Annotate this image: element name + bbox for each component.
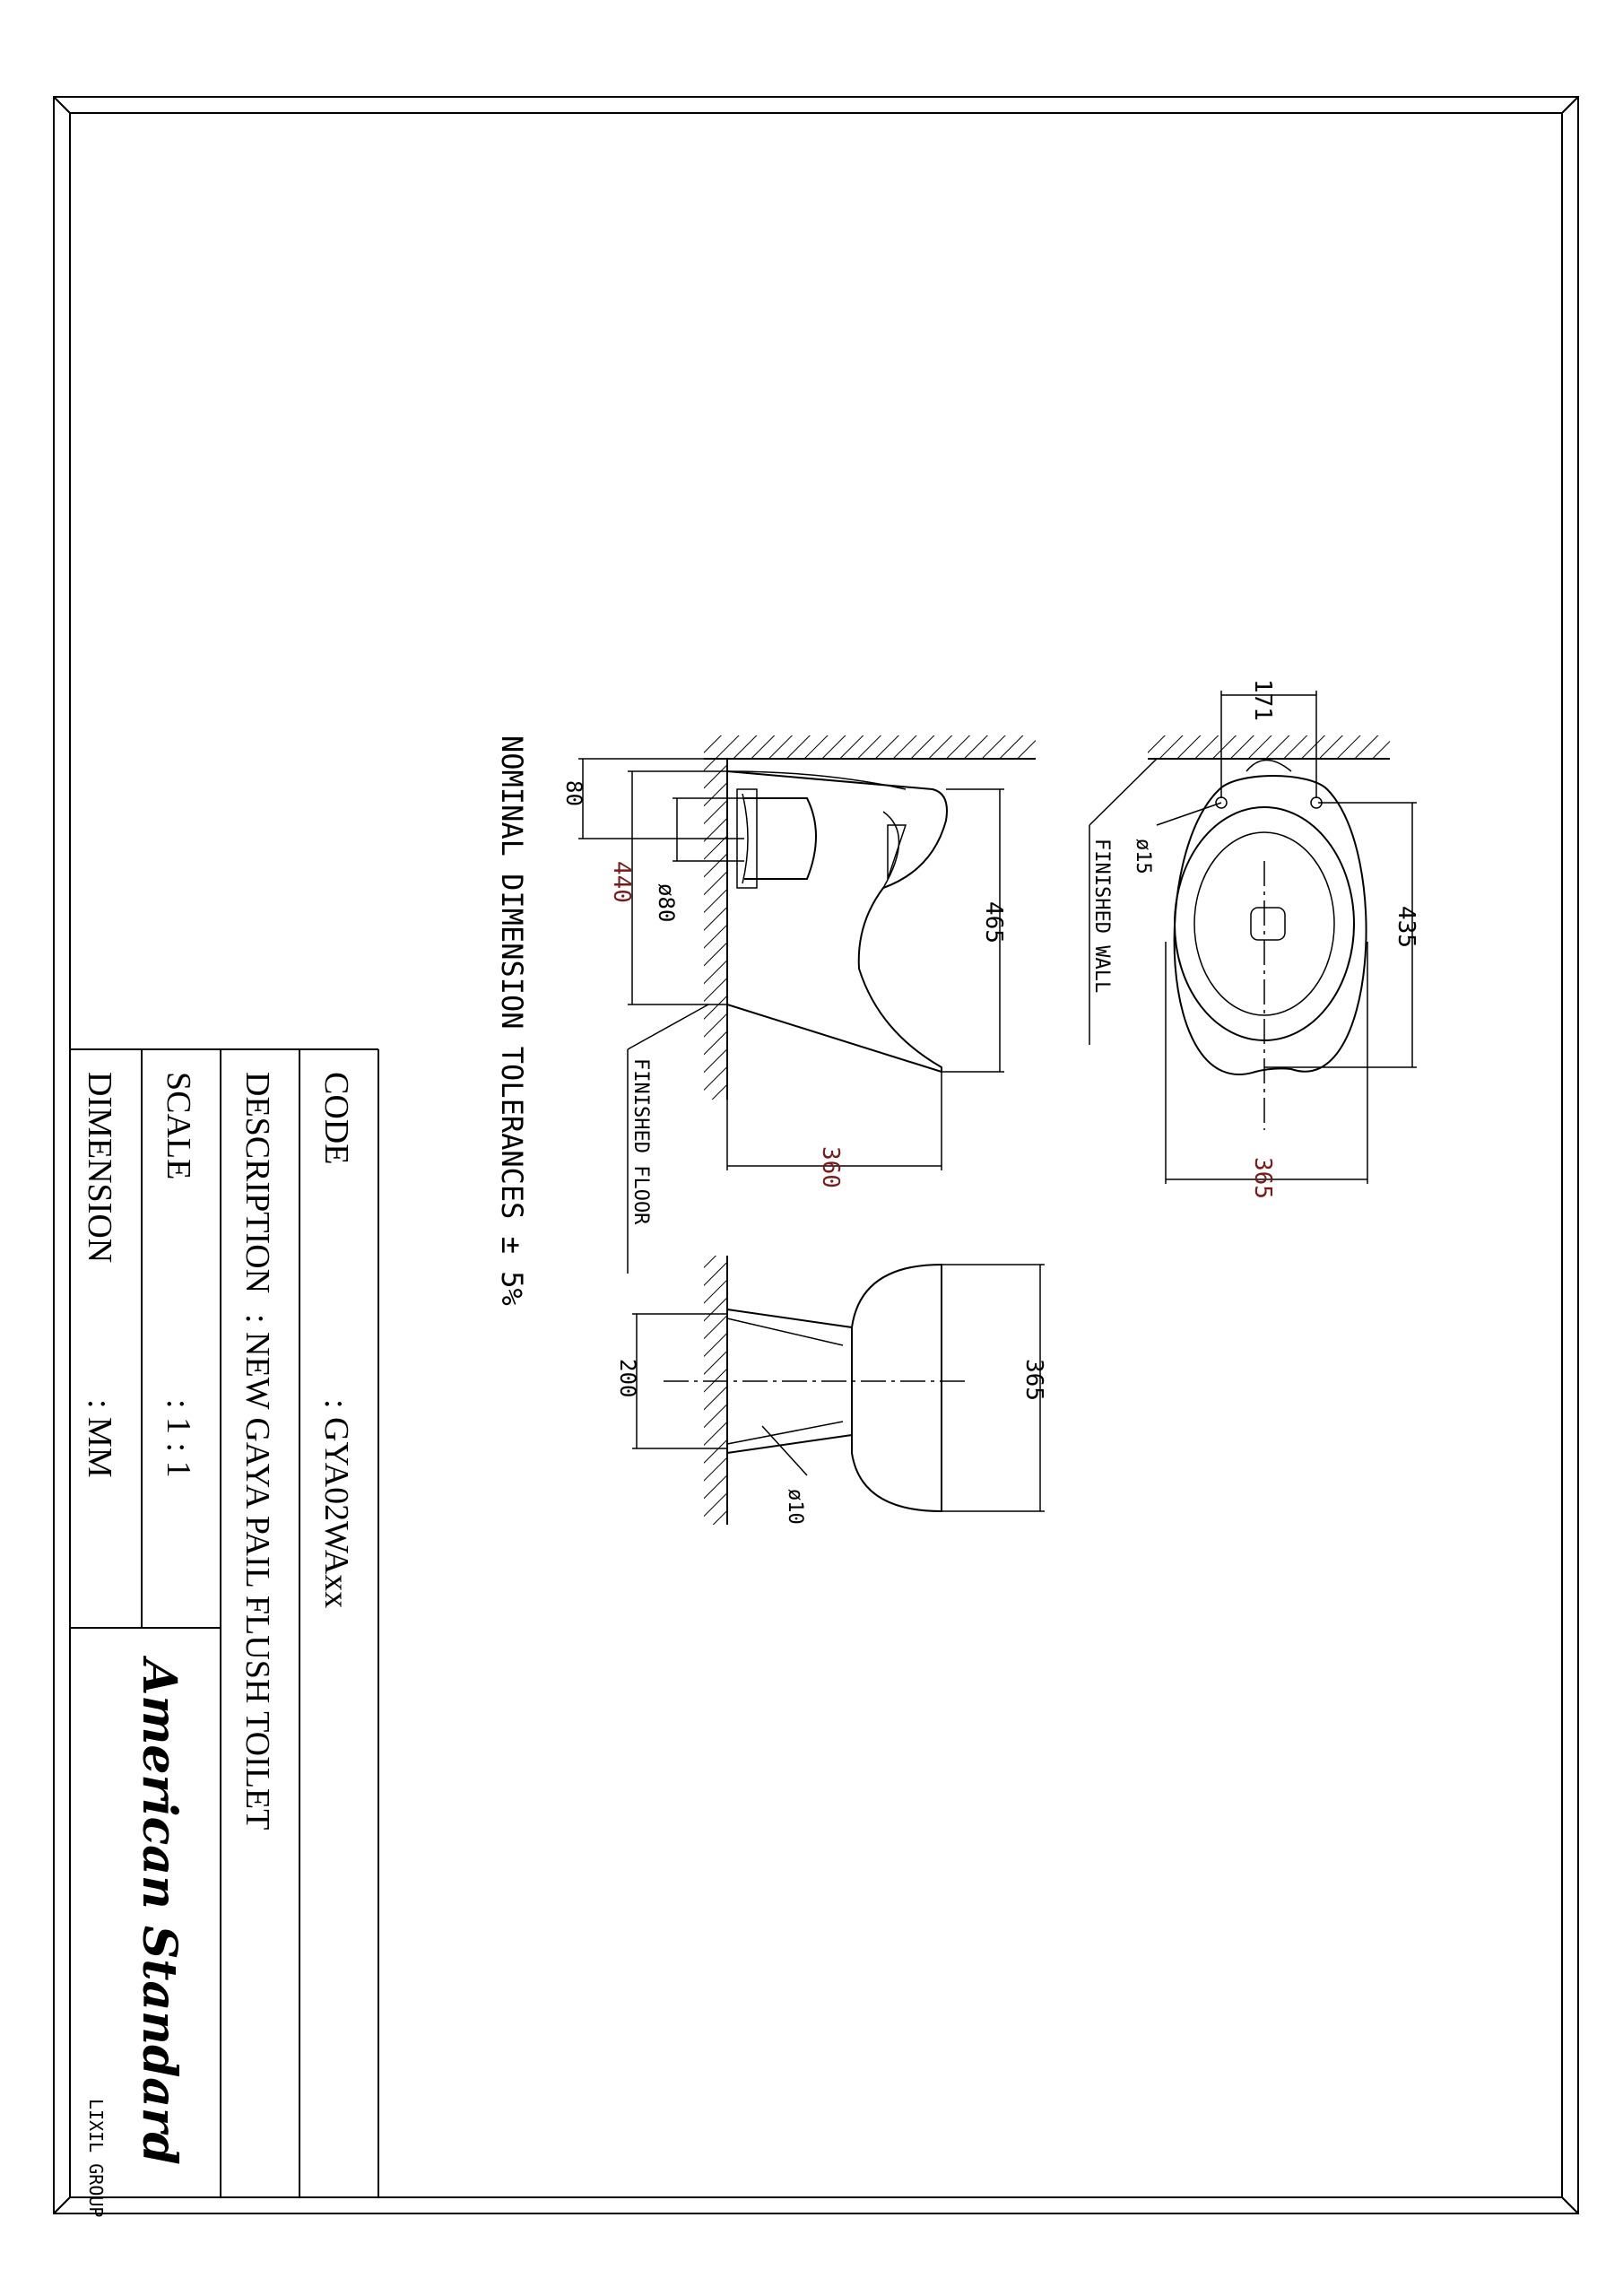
dim-80: 80: [561, 780, 586, 806]
code-value: : GYA02WAxx: [317, 1399, 355, 1609]
dim-440: 440: [608, 861, 635, 903]
title-block-texts: [81, 1072, 355, 2217]
dimension-label: DIMENSION: [81, 1072, 118, 1264]
dimension-value: : MM: [81, 1399, 118, 1478]
sheet-frame: [54, 97, 1578, 2213]
dim-360: 360: [817, 1146, 844, 1188]
dim-200: 200: [615, 1359, 640, 1398]
dim-435: 435: [1393, 906, 1419, 948]
finished-wall-label: FINISHED WALL: [1090, 839, 1113, 994]
side-view: [561, 735, 1036, 1274]
tolerance-note: NOMINAL DIMENSION TOLERANCES ± 5%: [495, 735, 529, 1306]
dim-465: 465: [980, 901, 1007, 944]
group-mark: LIXIL GROUP: [85, 2099, 107, 2218]
description-label: DESCRIPTION: [239, 1072, 276, 1294]
code-label: CODE: [317, 1072, 355, 1165]
dim-365-plan: 365: [1249, 1157, 1276, 1199]
brand-logo-text: American Standard: [132, 1659, 187, 2165]
scale-label: SCALE: [160, 1072, 197, 1180]
finished-floor-label: FINISHED FLOOR: [629, 1058, 652, 1225]
dim-d15: ø15: [1132, 839, 1154, 874]
dim-365-front: 365: [1020, 1359, 1047, 1401]
scale-value: : 1 : 1: [160, 1399, 197, 1478]
dim-d80: ø80: [654, 883, 679, 923]
plan-view: [1089, 679, 1419, 1199]
description-value: : NEW GAYA PAIL FLUSH TOILET: [239, 1314, 276, 1831]
dim-171: 171: [1249, 679, 1276, 721]
dim-d10: ø10: [784, 1489, 806, 1525]
front-view: [615, 1256, 1047, 1525]
